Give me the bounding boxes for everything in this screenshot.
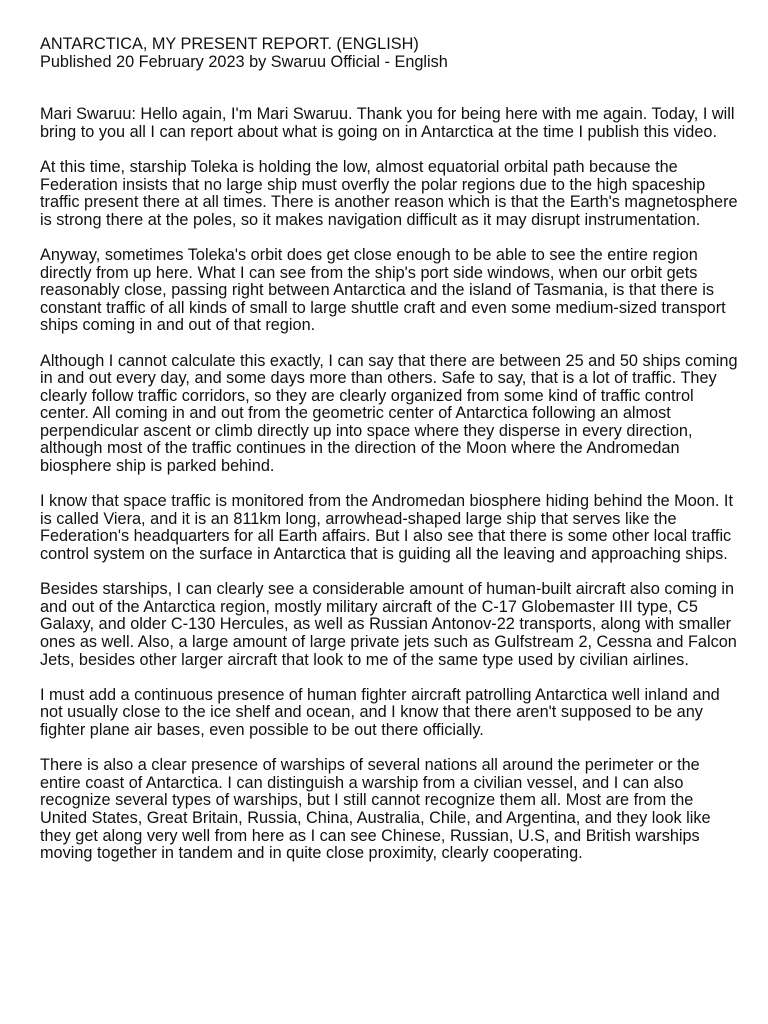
paragraph-traffic-observation: Anyway, sometimes Toleka's orbit does get close enough to be able to see the entire region directly from up here. What I can see from the ship's port side windows, when our orbit gets reasonably close, passing right between Antarctica and the island of Tasmania, is that there is constant traffic of all kinds of small to large shuttle craft and even some medium-sized transport ships coming in and out of that region. (40, 245, 726, 335)
document-title: ANTARCTICA, MY PRESENT REPORT. (ENGLISH) (40, 35, 419, 53)
paragraph-traffic-control: I know that space traffic is monitored from the Andromedan biosphere hiding behind the Moon. It is called Viera, and it is an 811km long, arrowhead-shaped large ship that serves like the Federation's headquarters for all Earth affairs. But I also see that there is some other local traffic control system on the surface in Antarctica that is guiding all the leaving and approaching ships. (40, 492, 733, 564)
document-header (40, 36, 744, 71)
document-page (40, 36, 744, 880)
document-body (40, 106, 744, 863)
paragraph-warships: There is also a clear presence of warships of several nations all around the perimeter or the entire coast of Antarctica. I can distinguish a warship from a civilian vessel, and I can also recognize several types of warships, but I still cannot recognize them all. Most are from the United States, Great Britain, Russia, China, Australia, Chile, and Argentina, and they look like they get along very well from here as I can see Chinese, Russian, U.S, and British warships moving together in tandem and in quite close proximity, clearly cooperating. (40, 756, 711, 863)
publication-line: Published 20 February 2023 by Swaruu Official - English (40, 52, 448, 71)
paragraph-fighters: I must add a continuous presence of human fighter aircraft patrolling Antarctica well inland and not usually close to the ice shelf and ocean, and I know that there aren't supposed to be any fighter plane air bases, even possible to be out there officially. (40, 685, 720, 739)
paragraph-ship-count: Although I cannot calculate this exactly, I can say that there are between 25 and 50 ships coming in and out every day, and some days more than others. Safe to say, that is a lot of traffic. They clearly follow traffic corridors, so they are clearly organized from some kind of traffic control center. All coming in and out from the geometric center of Antarctica following an almost perpendicular ascent or climb directly up into space where they disperse in every direction, although most of the traffic continues in the direction of the Moon where the Andromedan biosphere ship is parked behind. (40, 351, 738, 476)
paragraph-orbit: At this time, starship Toleka is holding the low, almost equatorial orbital path because the Federation insists that no large ship must overfly the polar regions due to the high spaceship traffic present there at all times. There is another reason which is that the Earth's magnetosphere is strong there at the poles, so it makes navigation difficult as it may disrupt instrumentation. (40, 157, 738, 229)
paragraph-intro: Mari Swaruu: Hello again, I'm Mari Swaruu. Thank you for being here with me again. Today, I will bring to you all I can report about what is going on in Antarctica at the time I publish this video. (40, 105, 735, 141)
paragraph-aircraft: Besides starships, I can clearly see a considerable amount of human-built aircraft also coming in and out of the Antarctica region, mostly military aircraft of the C-17 Globemaster III type, C5 Galaxy, and older C-130 Hercules, as well as Russian Antonov-22 transports, along with smaller ones as well. Also, a large amount of large private jets such as Gulfstream 2, Cessna and Falcon Jets, besides other larger aircraft that look to me of the same type used by civilian airlines. (40, 580, 737, 669)
